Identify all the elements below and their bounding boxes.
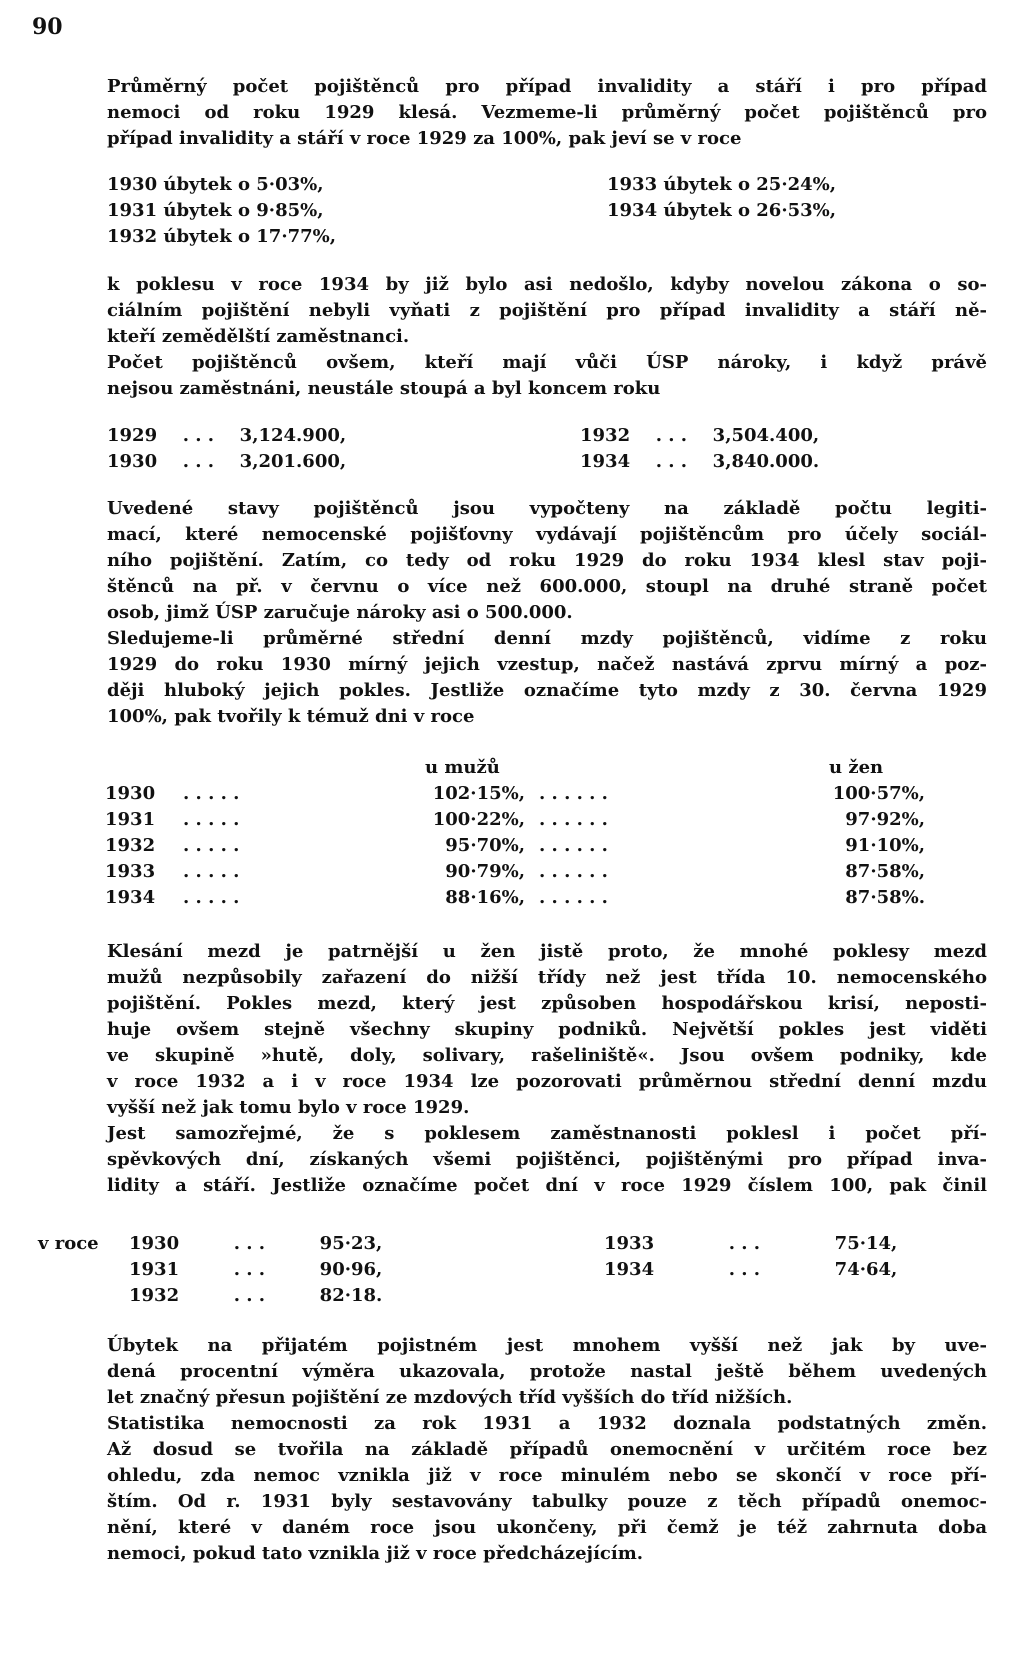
wages-year: 1931	[105, 809, 156, 830]
decline-list-right	[607, 172, 836, 224]
decline-item: 1933 úbytek o 25·24%,	[607, 174, 837, 195]
text-line: ději hluboký jejich pokles. Jestliže označíme tyto mzdy z 30. června 1929	[107, 680, 987, 701]
paragraph-9	[107, 1411, 987, 1567]
wages-year: 1930	[105, 783, 156, 804]
days-right	[604, 1231, 897, 1283]
leader-dots: . . .	[655, 451, 688, 472]
decline-item: 1934 úbytek o 26·53%,	[607, 200, 837, 221]
wages-table	[105, 781, 925, 911]
text-line: let značný přesun pojištění ze mzdových tříd vyšších do tříd nižších.	[107, 1387, 793, 1408]
text-line: Úbytek na přijatém pojistném jest mnohem vyšší než jak by uve-	[107, 1335, 987, 1356]
totals-year: 1930	[107, 451, 158, 472]
decline-item: 1931 úbytek o 9·85%,	[107, 200, 324, 221]
days-prefix: v roce	[38, 1233, 99, 1254]
leader-dots: . . .	[182, 451, 215, 472]
wages-year: 1933	[105, 861, 156, 882]
wages-men: 90·79%,	[445, 861, 525, 882]
paragraph-8	[107, 1333, 987, 1411]
leader-dots: . . . . . .	[539, 861, 608, 882]
totals-year: 1934	[580, 451, 631, 472]
paragraph-1	[107, 74, 987, 152]
leader-dots: . . . . .	[183, 887, 240, 908]
text-line: Statistika nemocnosti za rok 1931 a 1932 doznala podstatných změn.	[107, 1413, 987, 1434]
text-line: ve skupině »hutě, doly, solivary, rašeliniště«. Jsou ovšem podniky, kde	[107, 1045, 987, 1066]
totals-value: 3,201.600,	[239, 451, 347, 472]
text-line: Uvedené stavy pojištěnců jsou vypočteny na základě počtu legiti-	[107, 498, 987, 519]
leader-dots: . . .	[233, 1259, 266, 1280]
wages-men: 102·15%,	[432, 783, 525, 804]
text-line: osob, jimž ÚSP zaručuje nároky asi o 500.000.	[107, 602, 573, 623]
text-line: případ invalidity a stáří v roce 1929 za 100%, pak jeví se v roce	[107, 128, 742, 149]
leader-dots: . . . . . .	[539, 887, 608, 908]
wages-women: 91·10%,	[845, 835, 925, 856]
wages-women: 87·58%.	[845, 887, 925, 908]
totals-year: 1932	[580, 425, 631, 446]
leader-dots: . . . . . .	[539, 809, 608, 830]
paragraph-2	[107, 272, 987, 350]
text-line: lidity a stáří. Jestliže označíme počet dní v roce 1929 číslem 100, pak činil	[107, 1175, 987, 1196]
days-value: 95·23,	[319, 1233, 383, 1254]
text-line: Počet pojištěnců ovšem, kteří mají vůči ÚSP nároky, i když právě	[107, 352, 987, 373]
text-line: mužů nezpůsobily zařazení do nižší třídy než jest třída 10. nemocenského	[107, 967, 987, 988]
wages-row	[105, 807, 925, 833]
decline-list-left	[107, 172, 336, 250]
text-line: kteří zemědělští zaměstnanci.	[107, 326, 410, 347]
decline-item: 1930 úbytek o 5·03%,	[107, 174, 324, 195]
days-value: 74·64,	[834, 1259, 898, 1280]
totals-row	[107, 449, 346, 475]
leader-dots: . . .	[182, 425, 215, 446]
leader-dots: . . .	[655, 425, 688, 446]
text-line: ohledu, zda nemoc vznikla již v roce minulém nebo se skončí v roce pří-	[107, 1465, 987, 1486]
wages-women: 100·57%,	[832, 783, 925, 804]
totals-left	[107, 423, 346, 475]
totals-value: 3,840.000.	[712, 451, 820, 472]
days-year: 1932	[129, 1285, 180, 1306]
days-row	[604, 1257, 897, 1283]
leader-dots: . . . . . .	[539, 835, 608, 856]
days-year: 1931	[129, 1259, 180, 1280]
text-line: spěvkových dní, získaných všemi pojištěnci, pojištěnými pro případ inva-	[107, 1149, 987, 1170]
wages-row	[105, 885, 925, 911]
totals-value: 3,504.400,	[712, 425, 820, 446]
paragraph-3	[107, 350, 987, 402]
totals-right	[580, 423, 819, 475]
totals-year: 1929	[107, 425, 158, 446]
wages-row	[105, 833, 925, 859]
paragraph-4	[107, 496, 987, 626]
wages-men: 100·22%,	[432, 809, 525, 830]
text-line: Jest samozřejmé, že s poklesem zaměstnanosti poklesl i počet pří-	[107, 1123, 987, 1144]
wages-women: 87·58%,	[845, 861, 925, 882]
days-value: 75·14,	[834, 1233, 898, 1254]
text-line: 1929 do roku 1930 mírný jejich vzestup, načež nastává zprvu mírný a poz-	[107, 654, 987, 675]
totals-row	[107, 423, 346, 449]
leader-dots: . . . . .	[183, 783, 240, 804]
days-row	[604, 1231, 897, 1257]
leader-dots: . . . . . .	[539, 783, 608, 804]
days-row	[129, 1283, 382, 1309]
text-line: Sledujeme-li průměrné střední denní mzdy pojištěnců, vidíme z roku	[107, 628, 987, 649]
text-line: Průměrný počet pojištěnců pro případ invalidity a stáří i pro případ	[107, 76, 987, 97]
wages-header-women: u žen	[829, 757, 884, 778]
decline-item: 1932 úbytek o 17·77%,	[107, 226, 337, 247]
leader-dots: . . . . .	[183, 835, 240, 856]
wages-women: 97·92%,	[845, 809, 925, 830]
text-line: štěnců na př. v červnu o více než 600.000, stoupl na druhé straně počet	[107, 576, 987, 597]
text-line: nemoci od roku 1929 klesá. Vezmeme-li průměrný počet pojištěnců pro	[107, 102, 987, 123]
wages-men: 95·70%,	[445, 835, 525, 856]
days-value: 90·96,	[319, 1259, 383, 1280]
text-line: Klesání mezd je patrnější u žen jistě proto, že mnohé poklesy mezd	[107, 941, 987, 962]
wages-year: 1934	[105, 887, 156, 908]
days-year: 1930	[129, 1233, 180, 1254]
text-line: v roce 1932 a i v roce 1934 lze pozorovati průměrnou střední denní mzdu	[107, 1071, 987, 1092]
days-year: 1934	[604, 1259, 655, 1280]
paragraph-5	[107, 626, 987, 730]
text-line: huje ovšem stejně všechny skupiny podniků. Největší pokles jest viděti	[107, 1019, 987, 1040]
leader-dots: . . .	[728, 1259, 761, 1280]
text-line: mací, které nemocenské pojišťovny vydávají pojištěncům pro účely sociál-	[107, 524, 987, 545]
text-line: k poklesu v roce 1934 by již bylo asi nedošlo, kdyby novelou zákona o so-	[107, 274, 987, 295]
text-line: nění, které v daném roce jsou ukončeny, při čemž je též zahrnuta doba	[107, 1517, 987, 1538]
text-line: štím. Od r. 1931 byly sestavovány tabulky pouze z těch případů onemoc-	[107, 1491, 987, 1512]
paragraph-7	[107, 1121, 987, 1199]
wages-row	[105, 859, 925, 885]
days-year: 1933	[604, 1233, 655, 1254]
leader-dots: . . .	[233, 1233, 266, 1254]
paragraph-6	[107, 939, 987, 1121]
totals-row	[580, 423, 819, 449]
leader-dots: . . . . .	[183, 861, 240, 882]
leader-dots: . . .	[728, 1233, 761, 1254]
days-row	[129, 1231, 382, 1257]
days-left	[129, 1231, 382, 1309]
page-number: 90	[32, 14, 63, 40]
text-line: dená procentní výměra ukazovala, protože nastal ještě během uvedených	[107, 1361, 987, 1382]
text-line: vyšší než jak tomu bylo v roce 1929.	[107, 1097, 470, 1118]
leader-dots: . . . . .	[183, 809, 240, 830]
wages-year: 1932	[105, 835, 156, 856]
text-line: nejsou zaměstnáni, neustále stoupá a byl koncem roku	[107, 378, 661, 399]
days-row	[129, 1257, 382, 1283]
totals-value: 3,124.900,	[239, 425, 347, 446]
text-line: pojištění. Pokles mezd, který jest způsoben hospodářskou krisí, neposti-	[107, 993, 987, 1014]
totals-row	[580, 449, 819, 475]
text-line: 100%, pak tvořily k témuž dni v roce	[107, 706, 475, 727]
wages-row	[105, 781, 925, 807]
text-line: ciálním pojištění nebyli vyňati z pojištění pro případ invalidity a stáří ně-	[107, 300, 987, 321]
days-value: 82·18.	[319, 1285, 383, 1306]
leader-dots: . . .	[233, 1285, 266, 1306]
wages-men: 88·16%,	[445, 887, 525, 908]
text-line: ního pojištění. Zatím, co tedy od roku 1929 do roku 1934 klesl stav poji-	[107, 550, 987, 571]
text-line: Až dosud se tvořila na základě případů onemocnění v určitém roce bez	[107, 1439, 987, 1460]
wages-header-men: u mužů	[425, 757, 500, 778]
text-line: nemoci, pokud tato vznikla již v roce předcházejícím.	[107, 1543, 644, 1564]
